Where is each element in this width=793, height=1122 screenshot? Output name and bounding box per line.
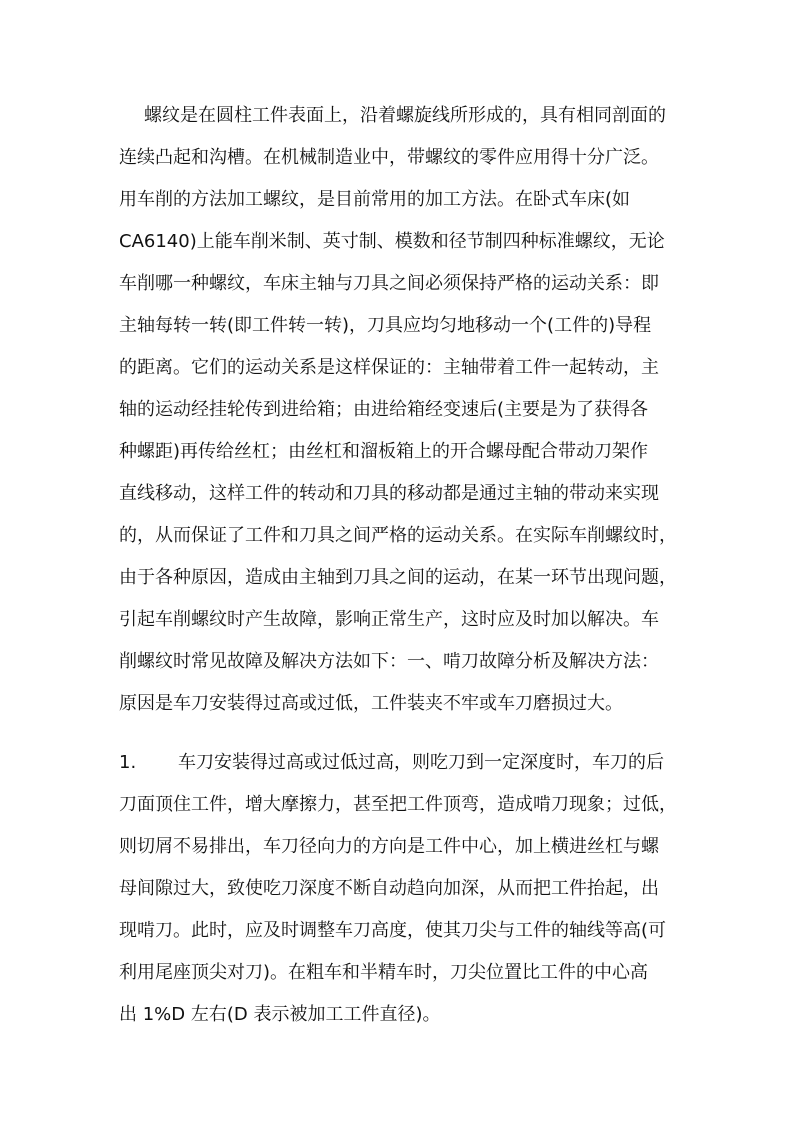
list-item-line: 母间隙过大，致使吃刀深度不断自动趋向加深，从而把工件抬起，出 — [119, 878, 659, 899]
paragraph-line: 主轴每转一转(即工件转一转)，刀具应均匀地移动一个(工件的)导程 — [119, 315, 652, 336]
paragraph-line: 种螺距)再传给丝杠；由丝杠和溜板箱上的开合螺母配合带动刀架作 — [119, 441, 649, 462]
paragraph-line: 由于各种原因，造成由主轴到刀具之间的运动，在某一环节出现问题， — [119, 567, 677, 588]
list-item-number: 1. — [119, 752, 137, 773]
paragraph-line: 直线移动，这样工件的转动和刀具的移动都是通过主轴的带动来实现 — [119, 483, 659, 504]
paragraph-line: 轴的运动经挂轮传到进给箱；由进给箱经变速后(主要是为了获得各 — [119, 399, 649, 420]
paragraph-line: 的距离。它们的运动关系是这样保证的：主轴带着工件一起转动，主 — [119, 357, 659, 378]
paragraph-line: 的，从而保证了工件和刀具之间严格的运动关系。在实际车削螺纹时， — [119, 525, 677, 546]
paragraph-line: 车削哪一种螺纹，车床主轴与刀具之间必须保持严格的运动关系：即 — [119, 273, 659, 294]
list-item-line: 现啃刀。此时，应及时调整车刀高度，使其刀尖与工件的轴线等高(可 — [119, 920, 667, 941]
paragraph-line: 用车削的方法加工螺纹，是目前常用的加工方法。在卧式车床(如 — [119, 189, 631, 210]
paragraph-line: 原因是车刀安装得过高或过低，工件装夹不牢或车刀磨损过大。 — [119, 693, 623, 714]
list-item-line: 车刀安装得过高或过低过高，则吃刀到一定深度时，车刀的后 — [178, 752, 664, 773]
list-item-line: 则切屑不易排出，车刀径向力的方向是工件中心，加上横进丝杠与螺 — [119, 836, 659, 857]
paragraph-line: CA6140)上能车削米制、英寸制、模数和径节制四种标准螺纹，无论 — [119, 231, 665, 252]
paragraph-line: 引起车削螺纹时产生故障，影响正常生产，这时应及时加以解决。车 — [119, 609, 659, 630]
list-item-line: 出 1%D 左右(D 表示被加工工件直径)。 — [119, 1004, 441, 1025]
paragraph-line: 削螺纹时常见故障及解决方法如下：一、啃刀故障分析及解决方法： — [119, 651, 659, 672]
list-item-line: 刀面顶住工件，增大摩擦力，甚至把工件顶弯，造成啃刀现象；过低， — [119, 794, 677, 815]
paragraph-line: 连续凸起和沟槽。在机械制造业中，带螺纹的零件应用得十分广泛。 — [119, 147, 659, 168]
list-item-line: 利用尾座顶尖对刀)。在粗车和半精车时，刀尖位置比工件的中心高 — [119, 962, 649, 983]
paragraph-line: 螺纹是在圆柱工件表面上，沿着螺旋线所形成的，具有相同剖面的 — [144, 105, 666, 126]
